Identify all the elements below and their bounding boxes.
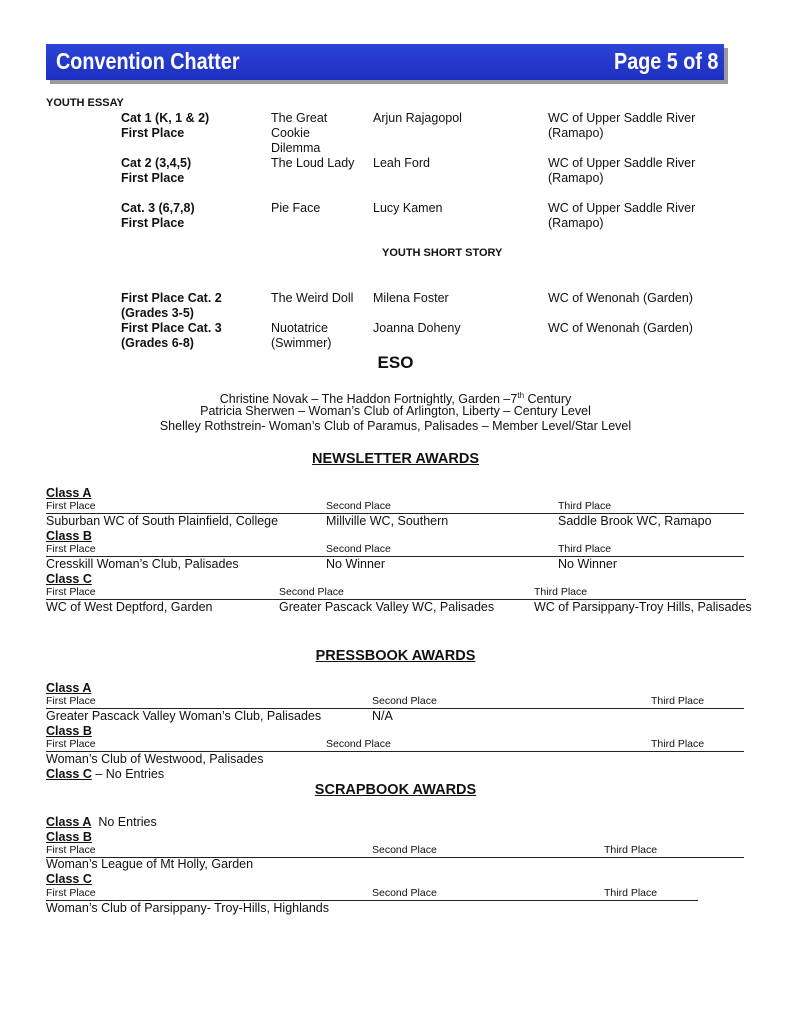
story-cat2-grades: (Grades 3-5) [121, 306, 194, 320]
scrapbook-class-b-header: First Place Second Place Third Place [46, 844, 744, 858]
newsletter-class-b: Class B [46, 529, 92, 543]
newsletter-a-third: Saddle Brook WC, Ramapo [558, 514, 712, 528]
pressbook-b-first: Woman’s Club of Westwood, Palisades [46, 752, 264, 766]
youth-short-story-heading: YOUTH SHORT STORY [382, 247, 503, 259]
essay-cat1-name: Arjun Rajagopol [373, 111, 462, 125]
eso-heading: ESO [377, 353, 414, 372]
newsletter-heading: NEWSLETTER AWARDS [311, 451, 480, 467]
story-cat2-name: Milena Foster [373, 291, 449, 305]
pressbook-class-b: Class B [46, 724, 92, 738]
newsletter-c-second: Greater Pascack Valley WC, Palisades [279, 600, 495, 614]
newsletter-title: Convention Chatter [56, 48, 240, 74]
newsletter-a-first: Suburban WC of South Plainfield, College [46, 514, 279, 528]
page-number: Page 5 of 8 [613, 48, 718, 74]
essay-cat2: Cat 2 (3,4,5) [121, 156, 192, 170]
pressbook-class-a-header: First Place Second Place Third Place [46, 695, 744, 709]
scrapbook-class-c: Class C [46, 872, 92, 886]
header-banner [46, 44, 724, 80]
newsletter-a-second: Millville WC, Southern [326, 514, 449, 528]
youth-essay-heading: YOUTH ESSAY [46, 97, 124, 109]
essay-cat1-club-2: (Ramapo) [548, 126, 604, 140]
story-cat2-club: WC of Wenonah (Garden) [548, 291, 693, 305]
essay-cat3-title: Pie Face [271, 201, 321, 215]
essay-cat1-title-3: Dilemma [271, 141, 321, 155]
eso-line-3: Shelley Rothstrein- Woman’s Club of Paramus, Palisades – Member Level/Star Level [159, 419, 632, 433]
newsletter-class-c-header: First Place Second Place Third Place [46, 586, 746, 600]
essay-cat3-club-2: (Ramapo) [548, 216, 604, 230]
story-cat3-name: Joanna Doheny [373, 321, 461, 335]
essay-cat3-place: First Place [121, 216, 185, 230]
eso-line-2: Patricia Sherwen – Woman’s Club of Arlington, Liberty – Century Level [200, 404, 591, 418]
essay-cat2-club-2: (Ramapo) [548, 171, 604, 185]
eso-line-1: Christine Novak – The Haddon Fortnightly, Garden –7th Century [219, 391, 572, 407]
essay-cat1-title-2: Cookie [271, 126, 310, 140]
essay-cat2-title: The Loud Lady [271, 156, 355, 170]
essay-cat3-name: Lucy Kamen [373, 201, 443, 215]
essay-cat2-club-1: WC of Upper Saddle River [548, 156, 696, 170]
essay-cat2-place: First Place [121, 171, 185, 185]
pressbook-class-c: Class C – No Entries [46, 767, 165, 781]
story-cat3-club: WC of Wenonah (Garden) [548, 321, 693, 335]
scrapbook-heading: SCRAPBOOK AWARDS [314, 782, 477, 798]
essay-cat3: Cat. 3 (6,7,8) [121, 201, 195, 215]
essay-cat1: Cat 1 (K, 1 & 2) [121, 111, 210, 125]
essay-cat1-place: First Place [121, 126, 185, 140]
story-cat3-title-2: (Swimmer) [271, 336, 332, 350]
scrapbook-b-first: Woman’s League of Mt Holly, Garden [46, 857, 254, 871]
newsletter-c-first: WC of West Deptford, Garden [46, 600, 213, 614]
newsletter-c-third: WC of Parsippany-Troy Hills, Palisades [534, 600, 752, 614]
story-cat3: First Place Cat. 3 [121, 321, 222, 335]
story-cat3-grades: (Grades 6-8) [121, 336, 194, 350]
pressbook-heading: PRESSBOOK AWARDS [315, 648, 476, 664]
scrapbook-c-first: Woman’s Club of Parsippany- Troy-Hills, Highlands [46, 901, 329, 915]
newsletter-b-second: No Winner [326, 557, 386, 571]
newsletter-class-a: Class A [46, 486, 92, 500]
pressbook-class-a: Class A [46, 681, 92, 695]
story-cat2: First Place Cat. 2 [121, 291, 222, 305]
pressbook-a-first: Greater Pascack Valley Woman’s Club, Palisades [46, 709, 322, 723]
newsletter-b-third: No Winner [558, 557, 618, 571]
story-cat2-title: The Weird Doll [271, 291, 354, 305]
scrapbook-class-b: Class B [46, 830, 92, 844]
pressbook-a-second: N/A [372, 709, 393, 723]
newsletter-class-b-header: First Place Second Place Third Place [46, 543, 744, 557]
scrapbook-class-a: Class A No Entries [46, 815, 157, 829]
newsletter-class-a-header: First Place Second Place Third Place [46, 500, 744, 514]
essay-cat1-club-1: WC of Upper Saddle River [548, 111, 696, 125]
essay-cat3-club-1: WC of Upper Saddle River [548, 201, 696, 215]
pressbook-class-b-header: First Place Second Place Third Place [46, 738, 744, 752]
essay-cat2-name: Leah Ford [373, 156, 430, 170]
essay-cat1-title-1: The Great [271, 111, 328, 125]
story-cat3-title-1: Nuotatrice [271, 321, 328, 335]
scrapbook-class-c-header: First Place Second Place Third Place [46, 887, 698, 901]
newsletter-b-first: Cresskill Woman’s Club, Palisades [46, 557, 239, 571]
newsletter-class-c: Class C [46, 572, 92, 586]
